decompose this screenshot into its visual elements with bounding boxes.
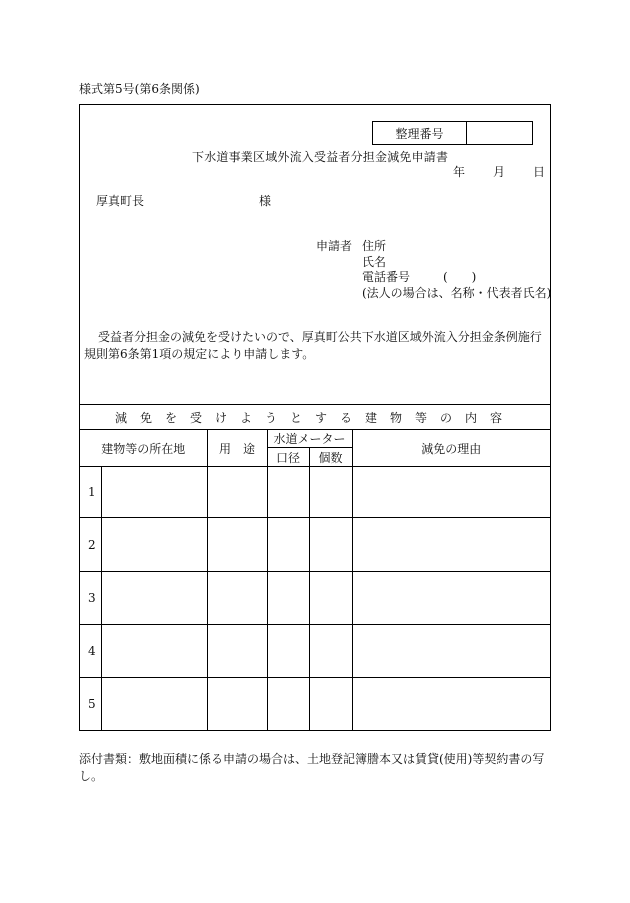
- cell-use[interactable]: [207, 625, 267, 678]
- attachment-note: 添付書類：敷地面積に係る申請の場合は、土地登記簿謄本又は賃貸(使用)等契約書の写し。: [79, 752, 545, 783]
- cell-location[interactable]: [101, 467, 207, 518]
- header-location: 建物等の所在地: [80, 430, 207, 467]
- applicant-address-field[interactable]: 住所: [362, 239, 387, 253]
- cell-count[interactable]: [309, 572, 352, 625]
- cell-reason[interactable]: [352, 572, 550, 625]
- document-title: 下水道事業区域外流入受益者分担金減免申請書: [192, 150, 449, 164]
- row-number: 4: [80, 625, 101, 678]
- date-line[interactable]: [453, 163, 545, 180]
- cell-count[interactable]: [309, 678, 352, 731]
- header-water-meter: 水道メーター: [267, 430, 352, 448]
- application-statement: 受益者分担金の減免を受けたいので、厚真町公共下水道区域外流入分担金条例施行規則第6条第1項の規定により申請します。: [84, 330, 542, 361]
- row-number: 2: [80, 518, 101, 572]
- reference-number-box: [372, 121, 533, 145]
- cell-diameter[interactable]: [267, 678, 309, 731]
- honorific: 様: [259, 194, 272, 208]
- table-row: [80, 678, 550, 731]
- cell-use[interactable]: [207, 467, 267, 518]
- cell-reason[interactable]: [352, 625, 550, 678]
- cell-diameter[interactable]: [267, 518, 309, 572]
- form-number-label: 様式第5号(第6条関係): [79, 82, 200, 96]
- date-day: 日: [533, 165, 546, 179]
- cell-use[interactable]: [207, 678, 267, 731]
- cell-location[interactable]: [101, 518, 207, 572]
- cell-count[interactable]: [309, 518, 352, 572]
- table-row: [80, 625, 550, 678]
- applicant-phone-field[interactable]: 電話番号: [362, 270, 411, 284]
- addressee: 厚真町長: [96, 194, 145, 208]
- header-count: 個数: [309, 448, 352, 467]
- reference-number-field[interactable]: [467, 122, 532, 144]
- cell-use[interactable]: [207, 572, 267, 625]
- reference-number-label: 整理番号: [373, 122, 467, 144]
- table-row: [80, 518, 550, 572]
- cell-count[interactable]: [309, 467, 352, 518]
- table-row: [80, 467, 550, 518]
- header-reason: 減免の理由: [352, 430, 550, 467]
- cell-count[interactable]: [309, 625, 352, 678]
- cell-use[interactable]: [207, 518, 267, 572]
- applicant-label: 申請者: [316, 239, 353, 253]
- building-details-table: [80, 430, 550, 731]
- phone-area-code-paren: ( ): [443, 270, 477, 284]
- applicant-corporate-note: (法人の場合は、名称・代表者氏名): [362, 286, 552, 300]
- cell-location[interactable]: [101, 625, 207, 678]
- cell-diameter[interactable]: [267, 467, 309, 518]
- cell-reason[interactable]: [352, 467, 550, 518]
- cell-reason[interactable]: [352, 678, 550, 731]
- date-year: 年: [453, 165, 466, 179]
- header-diameter: 口径: [267, 448, 309, 467]
- cell-diameter[interactable]: [267, 572, 309, 625]
- row-number: 5: [80, 678, 101, 731]
- row-number: 1: [80, 467, 101, 518]
- date-month: 月: [493, 165, 506, 179]
- header-use: 用 途: [207, 430, 267, 467]
- row-number: 3: [80, 572, 101, 625]
- section-header: 減免を受けようとする建物等の内容: [80, 404, 550, 430]
- cell-location[interactable]: [101, 678, 207, 731]
- applicant-name-field[interactable]: 氏名: [362, 255, 387, 269]
- table-row: [80, 572, 550, 625]
- cell-reason[interactable]: [352, 518, 550, 572]
- cell-location[interactable]: [101, 572, 207, 625]
- cell-diameter[interactable]: [267, 625, 309, 678]
